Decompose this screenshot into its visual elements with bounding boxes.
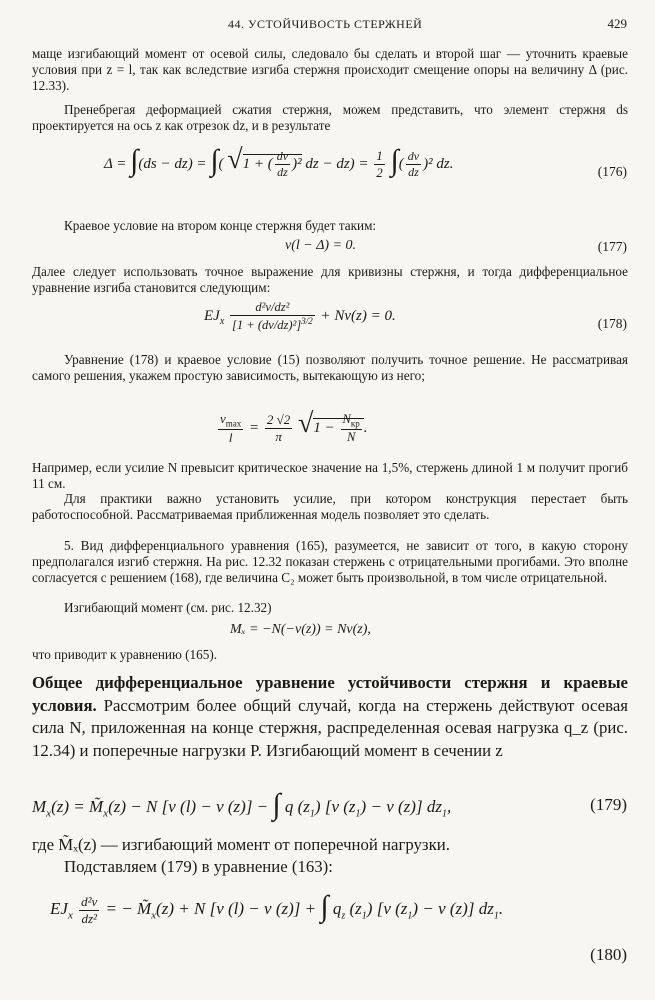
paragraph-4: Далее следует использовать точное выражение для кривизны стержня, и тогда дифференциальное уравнение изгиба становится следующим: xyxy=(32,264,628,296)
paragraph-5: Уравнение (178) и краевое условие (15) позволяют получить точное решение. Не рассматривая самого решения, укажем простую зависимость, вытекающую из него; xyxy=(32,352,628,384)
equation-number-177: (177) xyxy=(597,239,627,254)
integral-sign: ∫ xyxy=(272,788,281,821)
equation-vmax: $\frac{v_{max}}{l}$ = $\frac{2 √2}{\pi}$ √1 − $\frac{N_{кр}}{N}$ . xyxy=(220,408,368,445)
paragraph-2: Пренебрегая деформацией сжатия стержня, можем представить, что элемент стержня ds проектируется на ось z как отрезок dz, и в результате xyxy=(32,102,628,134)
paragraph-13: Подставляем (179) в уравнение (163): xyxy=(64,857,333,876)
paragraph-6: Например, если усилие N превысит критическое значение на 1,5%, стержень длиной 1 м получит прогиб 11 см. xyxy=(32,460,628,492)
equation-179: $M_x(z)$ = $M̃_x(z) - N$ [v (l) − v (z)] − ∫ q $(z_1)$ [v $(z_1) - v$ (z)] $dz_1$, xyxy=(32,788,452,821)
running-header xyxy=(0,14,655,34)
integral-sign: ∫ xyxy=(210,144,219,177)
paragraph-8: 5. Вид дифференциального уравнения (165), разумеется, не зависит от того, в какую сторону предполагался изгиб стержня. На рис. 12.32 показан стержень с отрицательными прогибами. Это вполне согласуется с решением (168), где величина C₂ может быть произвольной, в том числе отрицательной. xyxy=(32,538,628,586)
chapter-title: 44. УСТОЙЧИВОСТЬ СТЕРЖНЕЙ xyxy=(228,17,423,31)
equation-176: Δ = ∫(ds − dz) = ∫( √1 + ( $\frac{dv}{dz}$ )² dz − dz) = $\frac{1}{2}$ ∫( $\frac{dv}{dz}$ )² dz. xyxy=(104,144,454,181)
equation-178: $EJ_x$ $\frac{\text{d²v/dz²}}{[1 + (dv/dz)^2]^{3/2}}$ + Nv(z) = 0. xyxy=(204,300,396,333)
paragraph-7: Для практики важно установить усилие, при котором конструкция перестает быть работоспособной. Рассматриваемая приближенная модель позволяет это сделать. xyxy=(32,491,628,523)
section-paragraph xyxy=(32,672,628,762)
section-heading: Общее дифференциальное уравнение устойчивости стержня и краевые условия. xyxy=(32,673,628,715)
equation-177: v(l − Δ) = 0. xyxy=(285,238,357,253)
paragraph-12: где M̃ₓ(z) — изгибающий момент от поперечной нагрузки. xyxy=(32,835,450,854)
sqrt-sign: √ xyxy=(298,408,314,439)
equation-number-179: (179) xyxy=(590,795,627,814)
paragraph-9: Изгибающий момент (см. рис. 12.32) xyxy=(64,600,272,615)
page-number: 429 xyxy=(607,16,627,31)
sqrt-sign: √ xyxy=(227,144,243,175)
integral-sign: ∫ xyxy=(390,144,399,177)
equation-180: $EJ_x$ $\frac{\text{d²v}}{\text{dz²}}$ = − $M̃_x(z) + N$ [v (l) − v (z)] + ∫ $q_z$ $(z_1)$ [v $(z_1) - v$ (z)] $dz_1$. xyxy=(50,890,504,926)
equation-number-176: (176) xyxy=(597,164,627,179)
integral-sign: ∫ xyxy=(130,144,139,177)
paragraph-11: Рассмотрим более общий случай, когда на стержень действуют осевая сила N, приложенная на конце стержня, распределенная осевая нагрузка q_z (рис. 12.34) и поперечные нагрузки P. Изгибающий момент в сечении z xyxy=(32,695,628,760)
integral-sign: ∫ xyxy=(320,890,329,923)
paragraph-10: что приводит к уравнению (165). xyxy=(32,647,218,662)
paragraph-3: Краевое условие на втором конце стержня будет таким: xyxy=(64,218,377,233)
equation-number-180: (180) xyxy=(590,945,627,964)
equation-number-178: (178) xyxy=(597,316,627,331)
equation-moment: Mₓ = −N(−v(z)) = Nv(z), xyxy=(230,622,371,637)
paragraph-1: маще изгибающий момент от осевой силы, следовало бы сделать и второй шаг — уточнить краевые условия при z = l, так как вследствие изгиба стержня происходит смещение опоры на величину Δ (рис. 12.33). xyxy=(32,46,628,94)
